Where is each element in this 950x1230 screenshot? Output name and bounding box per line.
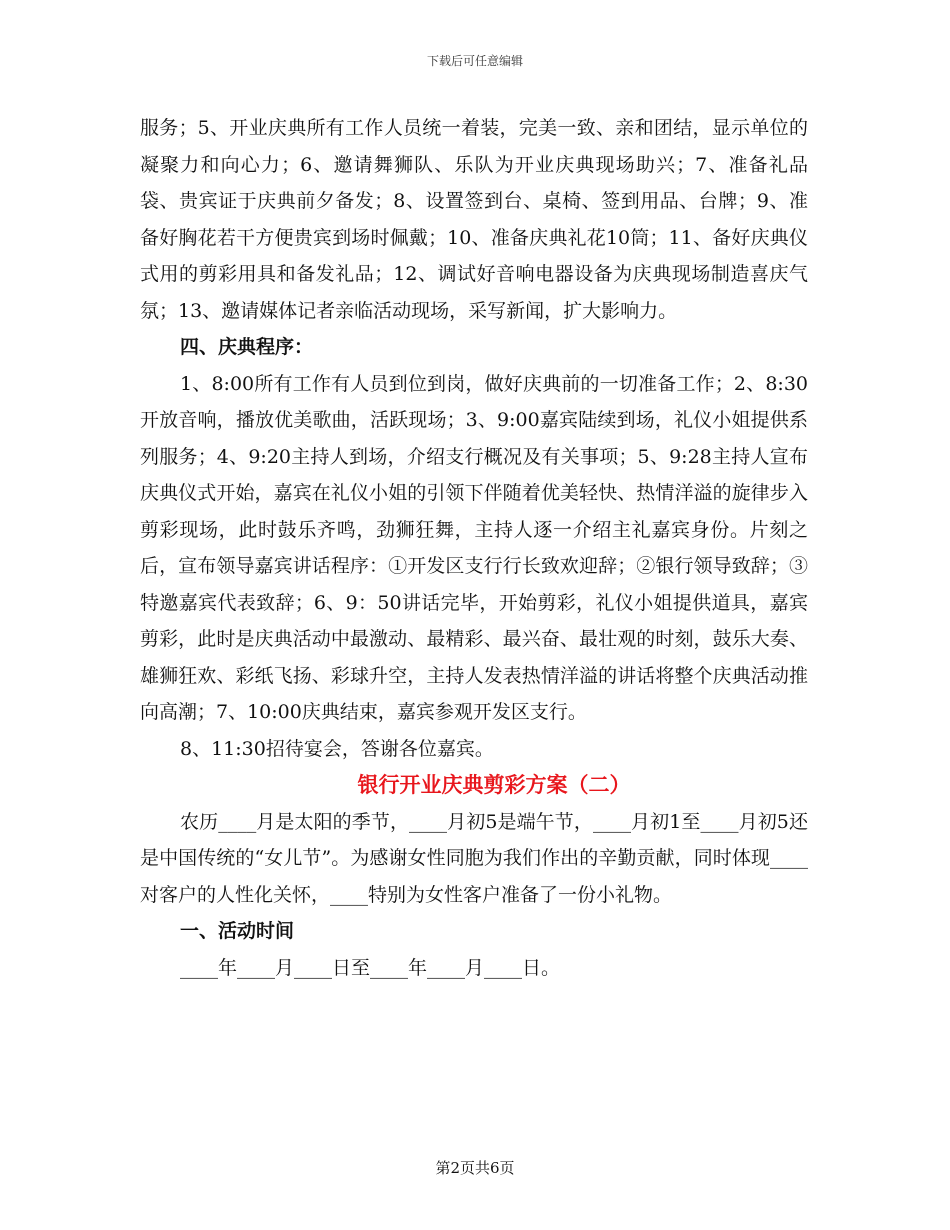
document-title: 银行开业庆典剪彩方案（二） [357, 772, 631, 797]
ceremony-procedure-paragraph: 1、8:00所有工作有人员到位到岗，做好庆典前的一切准备工作；2、8:30开放音响，播放优美歌曲，活跃现场；3、9:00嘉宾陆续到场，礼仪小姐提供系列服务；4、9:20主持人到场，介绍支行概况及有关事项；5、9:28主持人宣布庆典仪式开始，嘉宾在礼仪小姐的引领下伴随着优美轻快、热情洋溢的旋律步入剪彩现场，此时鼓乐齐鸣，劲狮狂舞，主持人逐一介绍主礼嘉宾身份。片刻之后，宣布领导嘉宾讲话程序：①开发区支行行长致欢迎辞；②银行领导致辞；③特邀嘉宾代表致辞；6、9：50讲话完毕，开始剪彩，礼仪小姐提供道具，嘉宾剪彩，此时是庆典活动中最激动、最精彩、最兴奋、最壮观的时刻，鼓乐大奏、雄狮狂欢、彩纸飞扬、彩球升空，主持人发表热情洋溢的讲话将整个庆典活动推向高潮；7、10:00庆典结束，嘉宾参观开发区支行。 [140, 372, 808, 723]
activity-time-heading: 一、活动时间 [180, 920, 295, 942]
page-number: 第2页共6页 [435, 1159, 515, 1177]
banquet-paragraph: 8、11:30招待宴会，答谢各位嘉宾。 [180, 737, 494, 760]
activity-date-line: ____年____月____日至____年____月____日。 [180, 956, 561, 979]
page-header-note: 下载后可任意编辑 [426, 54, 523, 68]
document-body [140, 110, 808, 986]
ceremony-procedure-heading: 四、庆典程序： [180, 336, 314, 358]
service-list-paragraph: 服务；5、开业庆典所有工作人员统一着装，完美一致、亲和团结，显示单位的凝聚力和向心力；6、邀请舞狮队、乐队为开业庆典现场助兴；7、准备礼品袋、贵宾证于庆典前夕备发；8、设置签到台、桌椅、签到用品、台牌；9、准备好胸花若干方便贵宾到场时佩戴；10、准备庆典礼花10筒；11、备好庆典仪式用的剪彩用具和备发礼品；12、调试好音响电器设备为庆典现场制造喜庆气氛；13、邀请媒体记者亲临活动现场，采写新闻，扩大影响力。 [140, 117, 808, 322]
intro-paragraph: 农历____月是太阳的季节，____月初5是端午节，____月初1至____月初5还是中国传统的“女儿节”。为感谢女性同胞为我们作出的辛勤贡献，同时体现____对客户的人性化关怀，____特别为女性客户准备了一份小礼物。 [140, 810, 808, 906]
